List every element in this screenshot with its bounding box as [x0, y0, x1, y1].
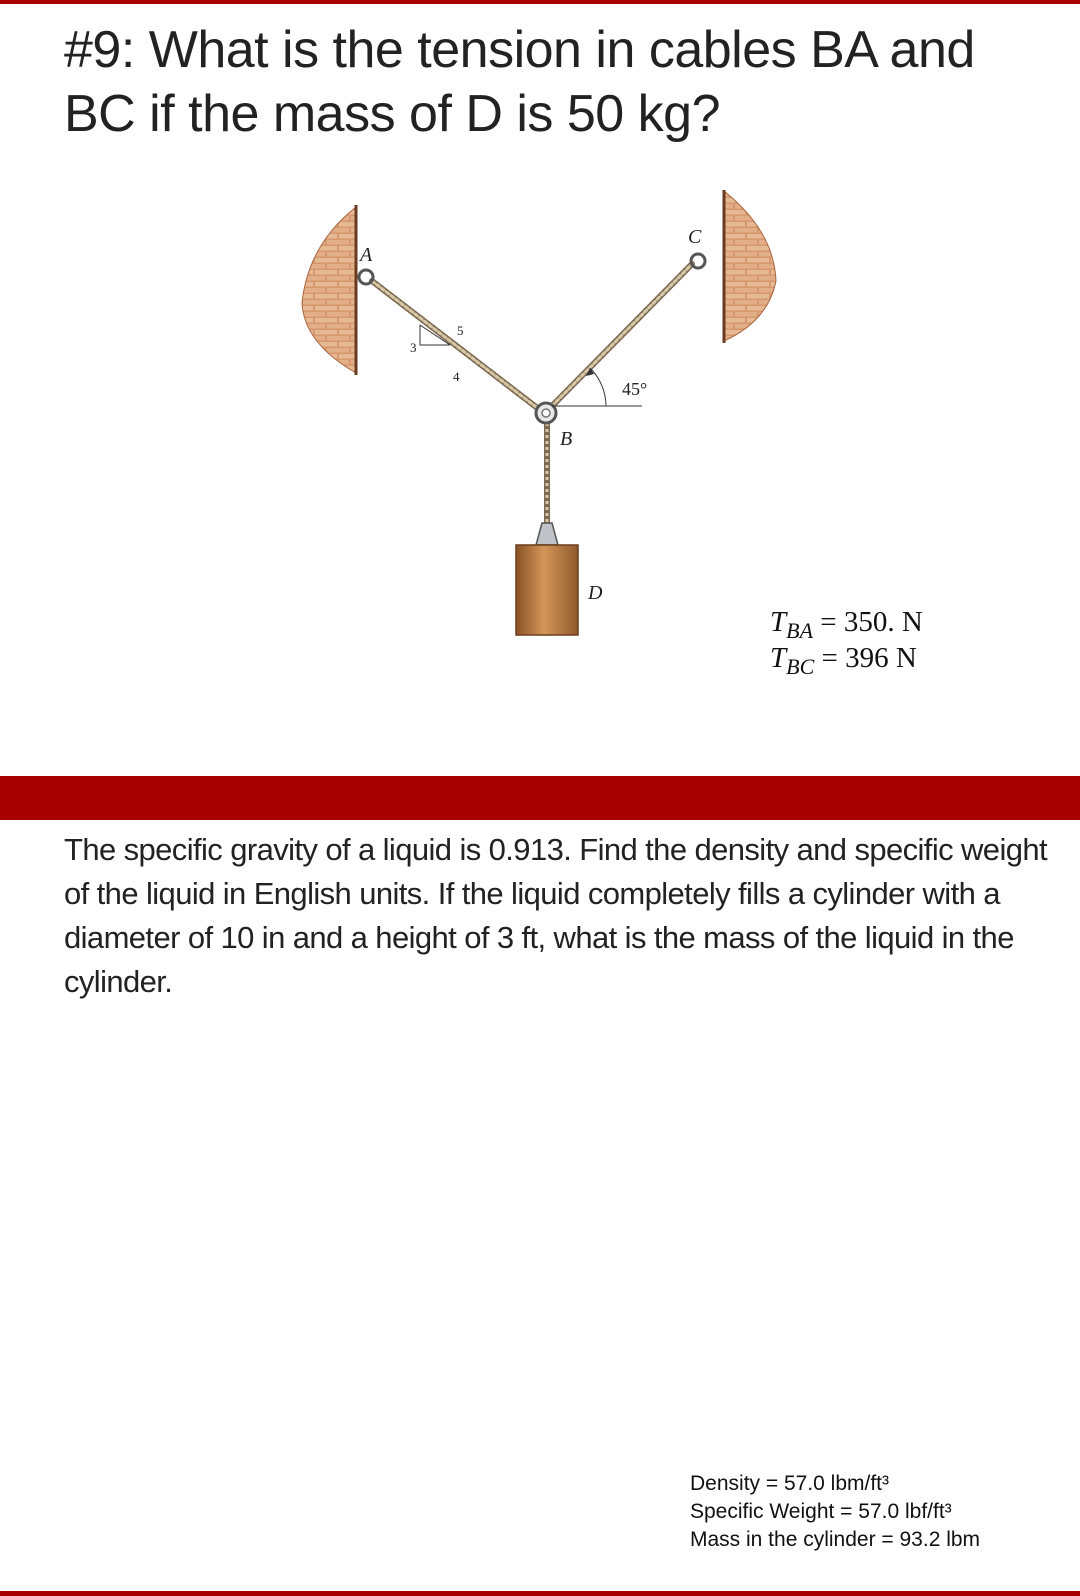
left-wall — [302, 207, 356, 373]
label-d: D — [588, 582, 603, 604]
weight-clip — [536, 523, 558, 545]
ring-b-inner — [542, 409, 550, 417]
label-b: B — [560, 428, 573, 450]
cable-diagram — [290, 185, 790, 665]
answer-tbc-sub: BC — [786, 654, 815, 679]
answer-density: Density = 57.0 lbm/ft³ — [690, 1472, 889, 1495]
answer-tbc-var: T — [770, 642, 787, 674]
label-slope-hyp: 5 — [457, 323, 464, 338]
top-accent-rule — [0, 0, 1080, 4]
anchor-a-ring — [359, 270, 373, 284]
answer-tba-var: T — [770, 606, 787, 638]
weight-d-block — [516, 545, 578, 635]
label-angle: 45° — [622, 379, 648, 399]
anchor-c-ring — [691, 254, 705, 268]
answer-mass: Mass in the cylinder = 93.2 lbm — [690, 1528, 981, 1551]
problem-9-title: #9: What is the tension in cables BA and BC if the mass of D is 50 kg? — [64, 21, 975, 143]
label-slope-run: 4 — [453, 369, 460, 384]
cable-tension-figure — [290, 185, 790, 665]
label-slope-rise: 3 — [410, 340, 417, 355]
answer-tba-sub: BA — [786, 618, 814, 643]
label-c: C — [688, 226, 702, 248]
right-wall — [724, 191, 776, 341]
problem-2-text: The specific gravity of a liquid is 0.913. Find the density and specific weight of the liquid in English units. If the liquid completely fills a cylinder with a diameter of 10 in and a height of 3 ft, what is the mass of the liquid in the cylinder. — [64, 832, 1048, 999]
answer-specific-weight: Specific Weight = 57.0 lbf/ft³ — [690, 1500, 952, 1523]
tension-answers — [770, 604, 923, 679]
bottom-accent-rule — [0, 1591, 1080, 1596]
label-a: A — [360, 244, 373, 266]
section-divider-band — [0, 776, 1080, 820]
liquid-answers — [690, 1470, 980, 1554]
answer-tbc-value: = 396 N — [821, 642, 917, 674]
answer-tbc — [770, 640, 923, 679]
cable-ba-strand — [372, 281, 540, 410]
answer-tba — [770, 604, 923, 643]
answer-tba-value: = 350. N — [820, 606, 923, 638]
